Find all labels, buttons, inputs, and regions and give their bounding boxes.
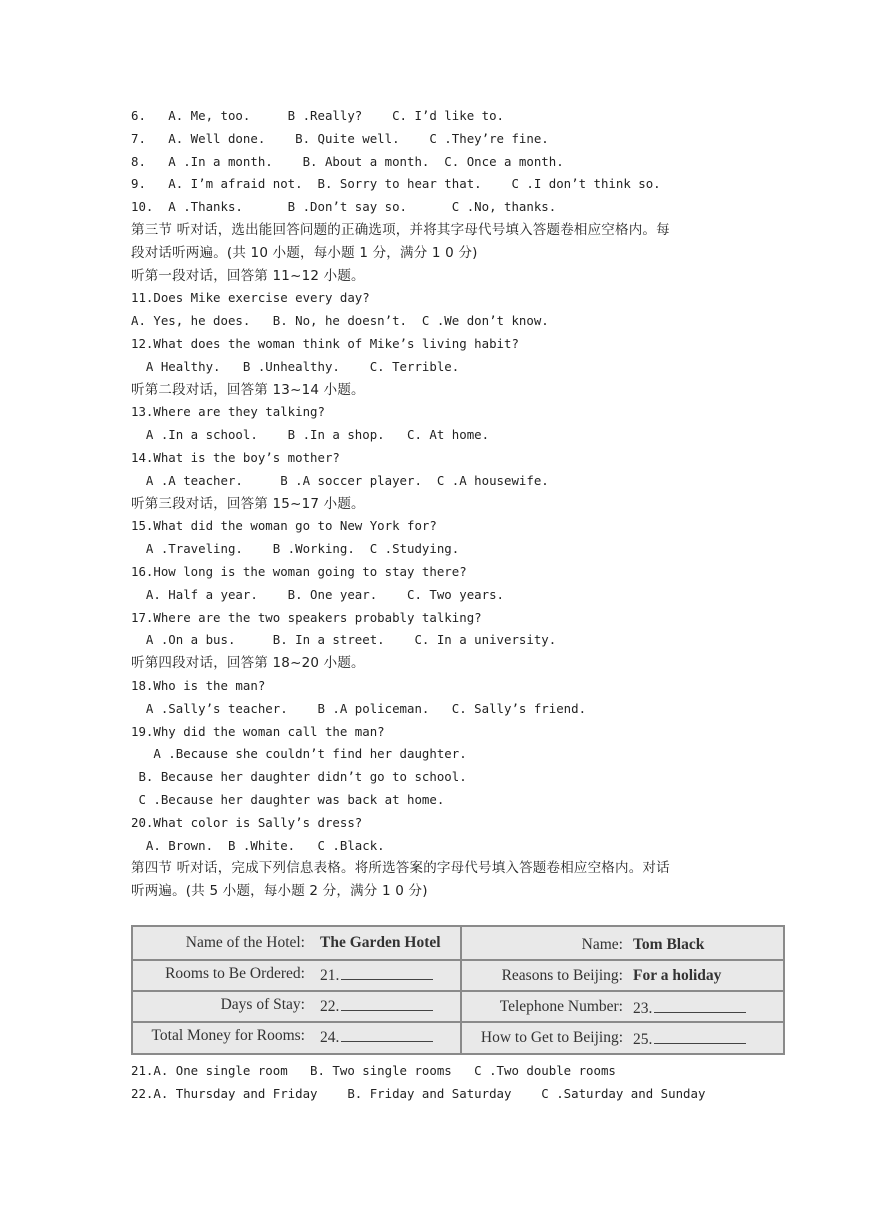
dialogue-4-heading: 听第四段对话，回答第 18~20 小题。 (131, 655, 365, 672)
question-16-options: A. Half a year. B. One year. C. Two years. (131, 586, 504, 602)
question-19: 19.Why did the woman call the man? (131, 723, 385, 739)
answer-line (341, 996, 433, 1011)
question-18: 18.Who is the man? (131, 677, 266, 693)
question-6: 6. A. Me, too. B .Really? C. I’d like to. (131, 108, 504, 123)
how-label: How to Get to Beijing: (480, 1029, 623, 1046)
table-row-divider (133, 990, 783, 992)
question-9: 9. A. I’m afraid not. B. Sorry to hear that. C .I don’t think so. (131, 176, 661, 192)
question-12: 12.What does the woman think of Mike’s living habit? (131, 335, 519, 351)
money-blank (320, 1027, 433, 1047)
guest-name-value: Tom Black (633, 936, 705, 953)
blank-number: 23. (633, 1000, 653, 1017)
rooms-blank (320, 965, 433, 985)
section-3-instructions-cont: 段对话听两遍。(共 10 小题，每小题 1 分，满分 1 0 分) (131, 244, 478, 261)
section-4-instructions: 第四节 听对话，完成下列信息表格。将所选答案的字母代号填入答题卷相应空格内。对话 (131, 860, 670, 877)
question-10: 10. A .Thanks. B .Don’t say so. C .No, thanks. (131, 199, 557, 215)
reasons-label: Reasons to Beijing: (501, 967, 623, 984)
answer-line (654, 998, 746, 1013)
answer-line (341, 965, 433, 980)
question-11: 11.Does Mike exercise every day? (131, 290, 370, 306)
dialogue-3-heading: 听第三段对话，回答第 15~17 小题。 (131, 495, 365, 512)
rooms-label: Rooms to Be Ordered: (165, 965, 305, 982)
question-14: 14.What is the boy’s mother? (131, 449, 340, 465)
question-21-options: 21.A. One single room B. Two single rooms C .Two double rooms (131, 1063, 616, 1078)
question-20-options: A. Brown. B .White. C .Black. (131, 837, 385, 853)
blank-number: 25. (633, 1031, 653, 1048)
question-13: 13.Where are they talking? (131, 404, 325, 420)
table-row-divider (133, 1021, 783, 1023)
days-label: Days of Stay: (220, 996, 305, 1013)
section-3-instructions: 第三节 听对话，选出能回答问题的正确选项，并将其字母代号填入答题卷相应空格内。每 (131, 221, 670, 238)
listening-questions (131, 105, 751, 903)
section-4-instructions-cont: 听两遍。(共 5 小题，每小题 2 分，满分 1 0 分) (131, 883, 428, 900)
question-15-options: A .Traveling. B .Working. C .Studying. (131, 541, 460, 557)
question-12-options: A Healthy. B .Unhealthy. C. Terrible. (131, 358, 460, 374)
answer-line (654, 1029, 746, 1044)
question-15: 15.What did the woman go to New York for? (131, 518, 437, 534)
table-row-divider (133, 959, 783, 961)
hotel-name-label: Name of the Hotel: (185, 934, 305, 951)
how-blank (633, 1029, 746, 1049)
question-17: 17.Where are the two speakers probably talking? (131, 609, 482, 625)
question-20: 20.What color is Sally’s dress? (131, 814, 363, 830)
question-19-option-c: C .Because her daughter was back at home. (131, 791, 445, 807)
hotel-info-table (131, 925, 785, 1055)
phone-blank (633, 998, 746, 1018)
blank-number: 21. (320, 967, 340, 984)
money-label: Total Money for Rooms: (151, 1027, 305, 1044)
question-22-options: 22.A. Thursday and Friday B. Friday and Saturday C .Saturday and Sunday (131, 1085, 706, 1101)
dialogue-2-heading: 听第二段对话，回答第 13~14 小题。 (131, 381, 365, 398)
question-11-options: A. Yes, he does. B. No, he doesn’t. C .We don’t know. (131, 313, 549, 329)
question-18-options: A .Sally’s teacher. B .A policeman. C. Sally’s friend. (131, 700, 587, 716)
dialogue-1-heading: 听第一段对话，回答第 11~12 小题。 (131, 267, 365, 284)
question-19-option-b: B. Because her daughter didn’t go to school. (131, 769, 467, 785)
question-16: 16.How long is the woman going to stay there? (131, 563, 467, 579)
hotel-name-value: The Garden Hotel (320, 934, 441, 951)
answer-line (341, 1027, 433, 1042)
guest-name-label: Name: (581, 936, 623, 953)
question-8: 8. A .In a month. B. About a month. C. Once a month. (131, 153, 564, 169)
blank-number: 22. (320, 998, 340, 1015)
question-14-options: A .A teacher. B .A soccer player. C .A housewife. (131, 472, 549, 488)
blank-number: 24. (320, 1029, 340, 1046)
question-17-options: A .On a bus. B. In a street. C. In a university. (131, 632, 557, 648)
table-questions (131, 1060, 751, 1106)
question-13-options: A .In a school. B .In a shop. C. At home. (131, 427, 490, 443)
phone-label: Telephone Number: (499, 998, 623, 1015)
question-19-option-a: A .Because she couldn’t find her daughter. (131, 746, 467, 762)
reasons-value: For a holiday (633, 967, 722, 984)
days-blank (320, 996, 433, 1016)
question-7: 7. A. Well done. B. Quite well. C .They’re fine. (131, 130, 549, 146)
